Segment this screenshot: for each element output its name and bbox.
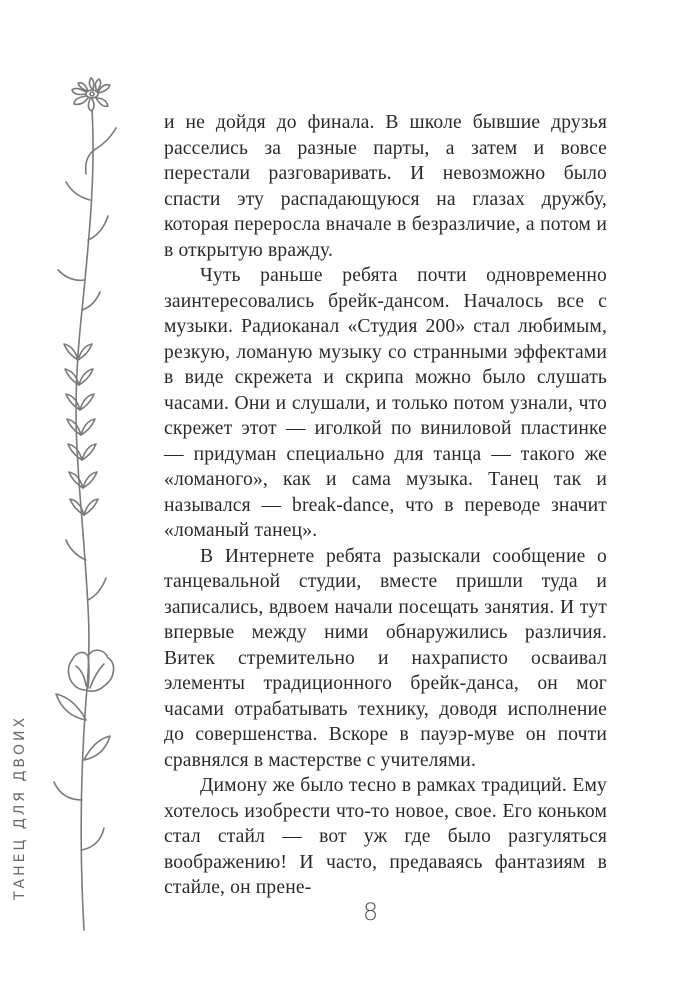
running-title: ТАНЕЦ ДЛЯ ДВОИХ [12, 714, 28, 900]
body-text [164, 110, 607, 901]
lavender-sprig-icon [64, 344, 98, 515]
page-number: 8 [362, 898, 379, 926]
wildflower-icon [68, 650, 113, 691]
daisy-flower-icon [72, 78, 110, 111]
paragraph-3: В Интернете ребята разыскали сообщение о танцевальной студии, вместе пришли туда и записались, вдвоем начали посещать занятия. И тут впервые между ними обнаружились различия. Витек стремительно и нахраписто осваивал элементы традиционного брейк-данса, он мог часами отрабатывать технику, доводя исполнение до совершенства. Вскоре в пауэр-муве он почти сравнялся в мастерстве с учителями. [164, 545, 607, 771]
paragraph-4: Димону же было тесно в рамках традиций. Ему хотелось изобрести что-то новое, свое. Его коньком стал стайл — вот уж где было разгуляться воображению! И часто, предаваясь фантазиям в стайле, он прене- [164, 775, 607, 898]
paragraph-1: и не дойдя до финала. В школе бывшие друзья расселись за разные парты, а затем и вовсе перестали разговаривать. И невозможно было спасти эту распадающуюся на глазах дружбу, которая переросла вначале в безразличие, а потом и в открытую вражду. [164, 112, 607, 261]
paragraph-2: Чуть раньше ребята почти одновременно заинтересовались брейк-дансом. Началось все с музыки. Радиоканал «Студия 200» стал любимым, резкую, ломаную музыку со странными эффектами в виде скрежета и скрипа можно было слушать часами. Они и слушали, и только потом узнали, что скрежет этот — иголкой по виниловой пластинке — придуман специально для танца — такого же «ломаного», как и сама музыка. Танец так и назывался — break-dance, что в переводе значит «ломаный танец». [164, 265, 607, 541]
